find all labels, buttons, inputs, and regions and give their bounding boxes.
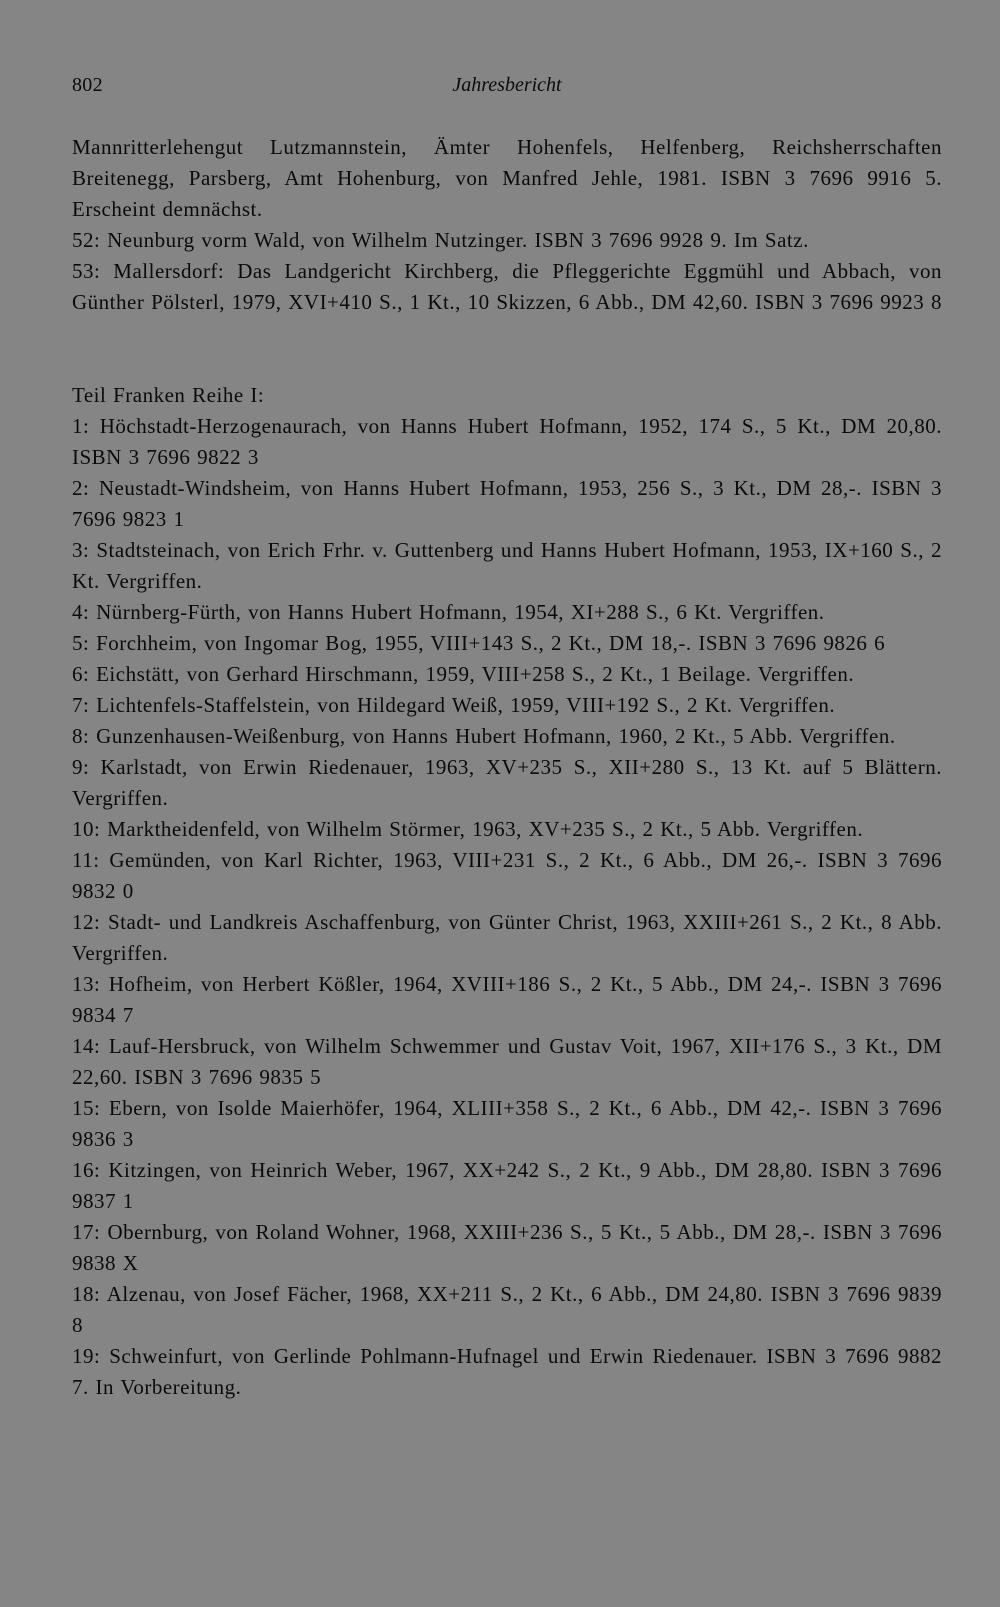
bibliography-entry: 52: Neunburg vorm Wald, von Wilhelm Nutzinger. ISBN 3 7696 9928 9. Im Satz. xyxy=(72,228,809,252)
bibliography-entry: 19: Schweinfurt, von Gerlinde Pohlmann-Hufnagel und Erwin Riedenauer. ISBN 3 7696 9882 7. In Vorbereitung. xyxy=(72,1344,942,1399)
page-number: 802 xyxy=(72,74,103,96)
bibliography-entry: 11: Gemünden, von Karl Richter, 1963, VIII+231 S., 2 Kt., 6 Abb., DM 26,-. ISBN 3 7696 9832 0 xyxy=(72,848,942,903)
bibliography-entry: 1: Höchstadt-Herzogenaurach, von Hanns Hubert Hofmann, 1952, 174 S., 5 Kt., DM 20,80. ISBN 3 7696 9822 3 xyxy=(72,414,942,469)
bibliography-entry: 6: Eichstätt, von Gerhard Hirschmann, 1959, VIII+258 S., 2 Kt., 1 Beilage. Vergriffen. xyxy=(72,662,855,686)
bibliography-entry: 13: Hofheim, von Herbert Kößler, 1964, XVIII+186 S., 2 Kt., 5 Abb., DM 24,-. ISBN 3 7696 9834 7 xyxy=(72,972,942,1027)
bibliography-entry: 12: Stadt- und Landkreis Aschaffenburg, von Günter Christ, 1963, XXIII+261 S., 2 Kt., 8 Abb. Vergriffen. xyxy=(72,910,942,965)
bibliography-entry: 2: Neustadt-Windsheim, von Hanns Hubert Hofmann, 1953, 256 S., 3 Kt., DM 28,-. ISBN 3 7696 9823 1 xyxy=(72,476,942,531)
bibliography-entry: 14: Lauf-Hersbruck, von Wilhelm Schwemmer und Gustav Voit, 1967, XII+176 S., 3 Kt., DM 22,60. ISBN 3 7696 9835 5 xyxy=(72,1034,942,1089)
bibliography-entry: 16: Kitzingen, von Heinrich Weber, 1967, XX+242 S., 2 Kt., 9 Abb., DM 28,80. ISBN 3 7696 9837 1 xyxy=(72,1158,942,1213)
bibliography-entry: 18: Alzenau, von Josef Fächer, 1968, XX+211 S., 2 Kt., 6 Abb., DM 24,80. ISBN 3 7696 9839 8 xyxy=(72,1282,942,1337)
bibliography-entry: 5: Forchheim, von Ingomar Bog, 1955, VIII+143 S., 2 Kt., DM 18,-. ISBN 3 7696 9826 6 xyxy=(72,631,886,655)
oberpfalz-entries-block xyxy=(72,132,942,318)
page-header xyxy=(72,70,942,100)
bibliography-entry: 8: Gunzenhausen-Weißenburg, von Hanns Hubert Hofmann, 1960, 2 Kt., 5 Abb. Vergriffen. xyxy=(72,724,896,748)
running-title: Jahresbericht xyxy=(452,74,562,96)
bibliography-entry: 7: Lichtenfels-Staffelstein, von Hildegard Weiß, 1959, VIII+192 S., 2 Kt. Vergriffen. xyxy=(72,693,836,717)
bibliography-entry: 53: Mallersdorf: Das Landgericht Kirchberg, die Pfleggerichte Eggmühl und Abbach, von Günther Pölsterl, 1979, XVI+410 S., 1 Kt., 10 Skizzen, 6 Abb., DM 42,60. ISBN 3 7696 9923 8 xyxy=(72,259,942,314)
bibliography-entry: 17: Obernburg, von Roland Wohner, 1968, XXIII+236 S., 5 Kt., 5 Abb., DM 28,-. ISBN 3 7696 9838 X xyxy=(72,1220,942,1275)
bibliography-entry: 9: Karlstadt, von Erwin Riedenauer, 1963, XV+235 S., XII+280 S., 13 Kt. auf 5 Blättern. Vergriffen. xyxy=(72,755,942,810)
bibliography-entry: 15: Ebern, von Isolde Maierhöfer, 1964, XLIII+358 S., 2 Kt., 6 Abb., DM 42,-. ISBN 3 7696 9836 3 xyxy=(72,1096,942,1151)
bibliography-entry: 3: Stadtsteinach, von Erich Frhr. v. Guttenberg und Hanns Hubert Hofmann, 1953, IX+160 S., 2 Kt. Vergriffen. xyxy=(72,538,942,593)
bibliography-entry: 4: Nürnberg-Fürth, von Hanns Hubert Hofmann, 1954, XI+288 S., 6 Kt. Vergriffen. xyxy=(72,600,825,624)
bibliography-entry: 10: Marktheidenfeld, von Wilhelm Störmer, 1963, XV+235 S., 2 Kt., 5 Abb. Vergriffen. xyxy=(72,817,864,841)
bibliography-entry: Mannritterlehengut Lutzmannstein, Ämter Hohenfels, Helfenberg, Reichsherrschaften Breitenegg, Parsberg, Amt Hohenburg, von Manfred Jehle, 1981. ISBN 3 7696 9916 5. Erscheint demnächst. xyxy=(72,135,942,221)
section-heading: Teil Franken Reihe I: xyxy=(72,383,265,407)
franken-series-block xyxy=(72,380,942,1403)
